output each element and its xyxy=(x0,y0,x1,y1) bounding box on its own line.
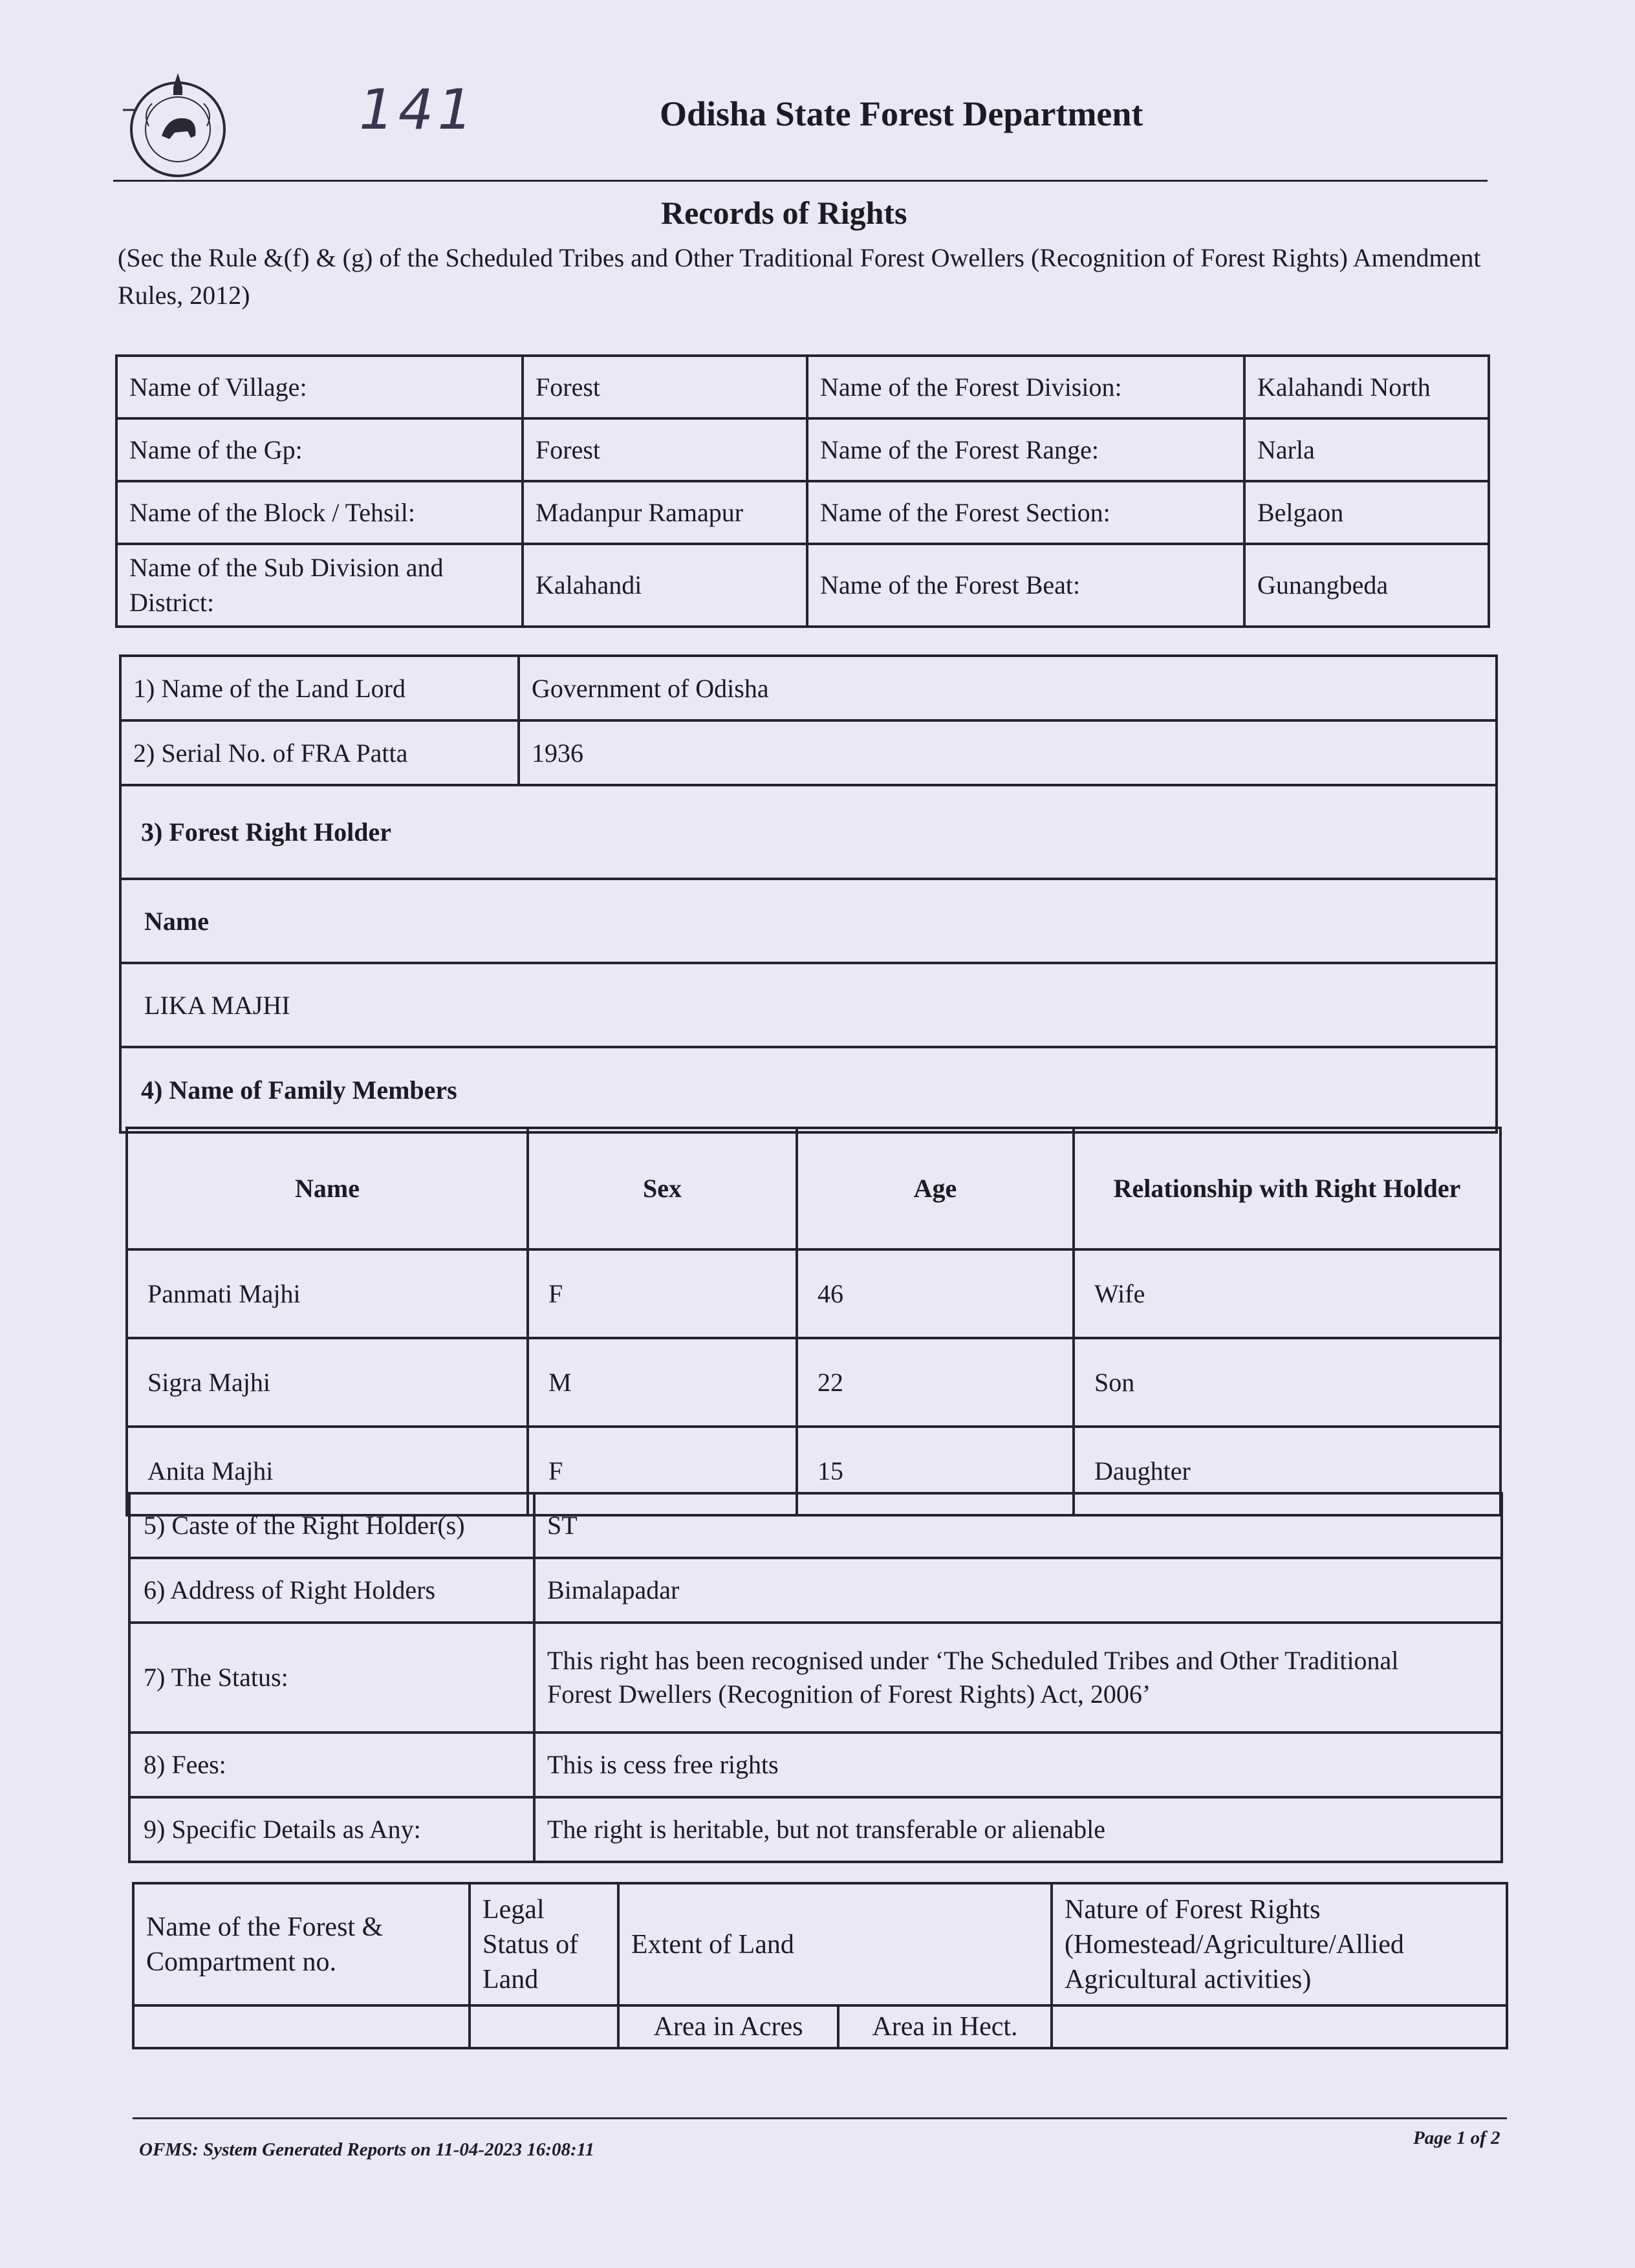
document-title: Records of Rights xyxy=(661,195,907,231)
table-row xyxy=(120,720,1497,785)
forest-compartment-cell xyxy=(133,2005,470,2048)
caste-value: ST xyxy=(534,1493,1502,1558)
member-age: 46 xyxy=(797,1249,1074,1338)
table-header-row xyxy=(133,1883,1507,2005)
table-row xyxy=(116,544,1489,627)
table-row xyxy=(129,1797,1502,1862)
address-value: Bimalapadar xyxy=(534,1558,1502,1623)
forest-beat-value: Gunangbeda xyxy=(1244,544,1489,627)
column-header-name: Name xyxy=(127,1128,528,1249)
nature-of-rights-header: Nature of Forest Rights (Homestead/Agriculture/Allied Agricultural activities) xyxy=(1052,1883,1507,2005)
table-header-row xyxy=(127,1128,1500,1249)
name-label: Name xyxy=(120,879,1497,963)
subdivision-label: Name of the Sub Division and District: xyxy=(116,544,523,627)
nature-of-rights-cell xyxy=(1052,2005,1507,2048)
holder-name-value: LIKA MAJHI xyxy=(120,963,1497,1047)
holder-table xyxy=(119,654,1498,1134)
member-relation: Son xyxy=(1074,1338,1500,1427)
member-age: 15 xyxy=(797,1427,1074,1515)
forest-compartment-header: Name of the Forest & Compartment no. xyxy=(133,1883,470,2005)
area-hect-header: Area in Hect. xyxy=(838,2005,1052,2048)
member-name: Panmati Majhi xyxy=(127,1249,528,1338)
table-row xyxy=(120,785,1497,879)
table-row xyxy=(120,656,1497,720)
member-sex: F xyxy=(528,1249,797,1338)
village-value: Forest xyxy=(523,356,807,418)
member-sex: M xyxy=(528,1338,797,1427)
table-row xyxy=(120,879,1497,963)
fees-value: This is cess free rights xyxy=(534,1733,1502,1797)
forest-section-label: Name of the Forest Section: xyxy=(807,481,1244,544)
forest-section-value: Belgaon xyxy=(1244,481,1489,544)
table-row xyxy=(116,418,1489,481)
legal-status-header: Legal Status of Land xyxy=(470,1883,618,2005)
block-value: Madanpur Ramapur xyxy=(523,481,807,544)
member-sex: F xyxy=(528,1427,797,1515)
table-row xyxy=(129,1493,1502,1558)
table-row xyxy=(127,1338,1500,1427)
table-row xyxy=(129,1733,1502,1797)
table-row xyxy=(127,1249,1500,1338)
legal-status-cell xyxy=(470,2005,618,2048)
area-acres-header: Area in Acres xyxy=(618,2005,838,2048)
table-row xyxy=(129,1558,1502,1623)
subdivision-value: Kalahandi xyxy=(523,544,807,627)
location-table xyxy=(115,354,1490,628)
table-row xyxy=(116,356,1489,418)
specific-details-value: The right is heritable, but not transferable or alienable xyxy=(534,1797,1502,1862)
block-label: Name of the Block / Tehsil: xyxy=(116,481,523,544)
serial-value: 1936 xyxy=(519,720,1497,785)
caste-label: 5) Caste of the Right Holder(s) xyxy=(129,1493,534,1558)
department-title: Odisha State Forest Department xyxy=(660,94,1143,133)
land-extent-table xyxy=(132,1882,1508,2049)
details-table xyxy=(128,1492,1503,1863)
column-header-relationship: Relationship with Right Holder xyxy=(1074,1128,1500,1249)
specific-details-label: 9) Specific Details as Any: xyxy=(129,1797,534,1862)
table-row xyxy=(120,963,1497,1047)
footer-divider xyxy=(133,2117,1507,2119)
gp-label: Name of the Gp: xyxy=(116,418,523,481)
page-number: Page 1 of 2 xyxy=(1413,2128,1500,2148)
forest-range-value: Narla xyxy=(1244,418,1489,481)
column-header-age: Age xyxy=(797,1128,1074,1249)
extent-of-land-header: Extent of Land xyxy=(618,1883,1052,2005)
status-label: 7) The Status: xyxy=(129,1623,534,1733)
member-name: Anita Majhi xyxy=(127,1427,528,1515)
landlord-value: Government of Odisha xyxy=(519,656,1497,720)
forest-range-label: Name of the Forest Range: xyxy=(807,418,1244,481)
handwritten-number: 141 xyxy=(359,78,477,142)
table-row xyxy=(133,2005,1507,2048)
column-header-sex: Sex xyxy=(528,1128,797,1249)
forest-division-label: Name of the Forest Division: xyxy=(807,356,1244,418)
forest-division-value: Kalahandi North xyxy=(1244,356,1489,418)
family-heading: 4) Name of Family Members xyxy=(120,1047,1497,1132)
table-row xyxy=(129,1623,1502,1733)
member-name: Sigra Majhi xyxy=(127,1338,528,1427)
status-value: This right has been recognised under ‘The Scheduled Tribes and Other Traditional Forest Dwellers (Recognition of Forest Rights) Act, 2006’ xyxy=(534,1623,1502,1733)
gp-value: Forest xyxy=(523,418,807,481)
generated-report-text: OFMS: System Generated Reports on 11-04-2023 16:08:11 xyxy=(139,2139,595,2160)
member-relation: Wife xyxy=(1074,1249,1500,1338)
fees-label: 8) Fees: xyxy=(129,1733,534,1797)
table-row xyxy=(116,481,1489,544)
right-holder-heading: 3) Forest Right Holder xyxy=(120,785,1497,879)
intro-text: (Sec the Rule &(f) & (g) of the Scheduled Tribes and Other Traditional Forest Owellers (Recognition of Forest Rights) Amendment Rules, 2012) xyxy=(118,243,1481,310)
family-members-table xyxy=(125,1127,1502,1517)
village-label: Name of Village: xyxy=(116,356,523,418)
header-divider xyxy=(113,180,1488,182)
serial-label: 2) Serial No. of FRA Patta xyxy=(120,720,519,785)
forest-beat-label: Name of the Forest Beat: xyxy=(807,544,1244,627)
landlord-label: 1) Name of the Land Lord xyxy=(120,656,519,720)
member-relation: Daughter xyxy=(1074,1427,1500,1515)
table-row xyxy=(120,1047,1497,1132)
member-age: 22 xyxy=(797,1338,1074,1427)
address-label: 6) Address of Right Holders xyxy=(129,1558,534,1623)
odisha-emblem-seal xyxy=(123,61,233,184)
